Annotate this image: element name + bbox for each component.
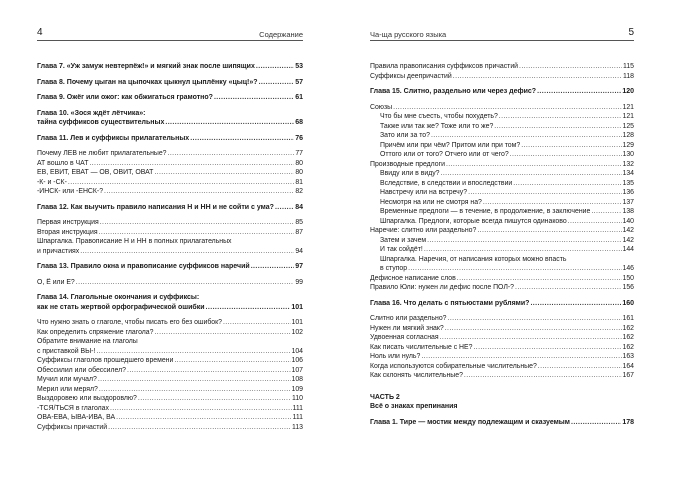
- left-page: [37, 0, 303, 480]
- toc-chapter[interactable]: как не стать жертвой орфографической ошибки ..... 101: [37, 303, 303, 313]
- toc-entry[interactable]: Обессилил или обессилел? ..... 107: [37, 366, 303, 376]
- toc-entry[interactable]: ОВА-ЕВА, ЫВА-ИВА, ВА ..... 111: [37, 413, 303, 423]
- toc-subentry[interactable]: в ступор ..... 146: [370, 264, 634, 274]
- toc-entry[interactable]: О, Ё или Е? ..... 99: [37, 278, 303, 288]
- toc-subentry[interactable]: Оттого или от того? Отчего или от чего? ..... 130: [370, 150, 634, 160]
- toc-chapter[interactable]: Глава 12. Как выучить правило написания Н и НН и не сойти с ума? ..... 84: [37, 203, 303, 213]
- toc-chapter[interactable]: Глава 8. Почему цыган на цыпочках цыкнул цыплёнку «цыц!»? ..... 57: [37, 78, 303, 88]
- toc-entry[interactable]: Как определить спряжение глагола? ..... 102: [37, 328, 303, 338]
- toc-chapter[interactable]: Глава 13. Правило окна и правописание суффиксов наречий ..... 97: [37, 262, 303, 272]
- toc-subentry[interactable]: Затем и зачем ..... 142: [370, 236, 634, 246]
- toc-subentry[interactable]: Что бы мне съесть, чтобы похудеть? ..... 121: [370, 112, 634, 122]
- toc-entry[interactable]: Слитно или раздельно? ..... 161: [370, 314, 634, 324]
- toc-left: [37, 62, 303, 432]
- toc-entry[interactable]: Суффиксы причастий ..... 113: [37, 423, 303, 433]
- toc-subentry-line1: Шпаргалка. Наречия, от написания которых можно впасть: [380, 255, 567, 263]
- toc-entry-line1: Шпаргалка. Правописание Н и НН в полных прилагательных: [37, 238, 232, 245]
- toc-entry-line1: Обратите внимание на глаголы: [37, 338, 138, 345]
- toc-subentry[interactable]: Шпаргалка. Предлоги, которые всегда пишутся одинаково ..... 140: [370, 217, 634, 227]
- toc-entry[interactable]: АТ вошло в ЧАТ ..... 80: [37, 159, 303, 169]
- toc-chapter[interactable]: Глава 9. Ожёг или ожог: как обжигаться грамотно? ..... 61: [37, 93, 303, 103]
- toc-chapter[interactable]: Глава 11. Лев и суффиксы прилагательных ..... 76: [37, 134, 303, 144]
- toc-entry[interactable]: Союзы ..... 121: [370, 103, 634, 113]
- page-number: 4: [37, 27, 43, 38]
- toc-chapter[interactable]: Глава 1. Тире — мостик между подлежащим и сказуемым ..... 178: [370, 418, 634, 428]
- toc-chapter-line1: Глава 14. Глагольные окончания и суффиксы:: [37, 294, 200, 301]
- toc-entry[interactable]: Дефисное написание слов ..... 150: [370, 274, 634, 284]
- toc-entry[interactable]: Вторая инструкция ..... 87: [37, 228, 303, 238]
- toc-chapter-line1: Глава 10. «Зося ждёт лётчика»:: [37, 109, 146, 117]
- toc-subentry[interactable]: Несмотря на или не смотря на? ..... 137: [370, 198, 634, 208]
- right-page: [370, 0, 634, 480]
- toc-chapter[interactable]: тайна суффиксов существительных ..... 68: [37, 118, 303, 128]
- toc-entry[interactable]: Как склонять числительные? ..... 167: [370, 371, 634, 381]
- part-label: ЧАСТЬ 2: [370, 393, 400, 401]
- toc-entry[interactable]: Суффиксы глаголов прошедшего времени ..... 106: [37, 356, 303, 366]
- toc-entry[interactable]: Правило Юли: нужен ли дефис после ПОЛ-? ..... 156: [370, 283, 634, 293]
- running-head-title: Ча-ща русского языка: [370, 30, 447, 39]
- toc-chapter[interactable]: Глава 7. «Уж замуж невтерпёж!» и мягкий знак после шипящих ..... 53: [37, 62, 303, 72]
- running-head-right: [370, 29, 634, 41]
- toc-subentry[interactable]: Зато или за то? ..... 128: [370, 131, 634, 141]
- toc-entry[interactable]: Суффиксы деепричастий ..... 118: [370, 72, 634, 82]
- toc-entry[interactable]: Мерил или мерял? ..... 109: [37, 385, 303, 395]
- toc-entry[interactable]: Как писать числительные с НЕ? ..... 162: [370, 343, 634, 353]
- toc-subentry[interactable]: Также или так же? Тоже или то же? ..... 125: [370, 122, 634, 132]
- toc-entry[interactable]: Выздоровею или выздоровлю? ..... 110: [37, 394, 303, 404]
- toc-subentry[interactable]: Ввиду или в виду? ..... 134: [370, 169, 634, 179]
- toc-subentry[interactable]: Причём или при чём? Притом или при том? ..... 129: [370, 141, 634, 151]
- toc-entry[interactable]: Наречие: слитно или раздельно? ..... 142: [370, 226, 634, 236]
- running-head-left: [37, 29, 303, 41]
- toc-entry[interactable]: Почему ЛЕВ не любит прилагательные? ..... 77: [37, 149, 303, 159]
- toc-entry[interactable]: -ИНСК- или -ЕНСК-? ..... 82: [37, 187, 303, 197]
- part-title: Всё о знаках препинания: [370, 403, 458, 410]
- toc-subentry[interactable]: Временные предлоги — в течение, в продолжение, в заключение ..... 138: [370, 207, 634, 217]
- toc-right: [370, 62, 634, 427]
- toc-entry[interactable]: Мучил или мучал? ..... 108: [37, 375, 303, 385]
- toc-entry[interactable]: Первая инструкция ..... 85: [37, 218, 303, 228]
- running-head-title: Содержание: [259, 30, 303, 39]
- toc-entry[interactable]: ЕВ, ЕВИТ, ЕВАТ — ОВ, ОВИТ, ОВАТ ..... 80: [37, 168, 303, 178]
- page-number: 5: [628, 27, 634, 38]
- toc-entry[interactable]: Что нужно знать о глаголе, чтобы писать его без ошибок? ..... 101: [37, 318, 303, 328]
- toc-subentry[interactable]: И так сойдёт! ..... 144: [370, 245, 634, 255]
- toc-entry[interactable]: -ТСЯ/ТЬСЯ в глаголах ..... 111: [37, 404, 303, 414]
- toc-entry[interactable]: Нужен ли мягкий знак? ..... 162: [370, 324, 634, 334]
- toc-subentry[interactable]: Вследствие, в следствии и впоследствии ..... 135: [370, 179, 634, 189]
- toc-chapter[interactable]: Глава 16. Что делать с пятьюстами рублями? ..... 160: [370, 299, 634, 309]
- toc-entry[interactable]: Правила правописания суффиксов причастий ..... 115: [370, 62, 634, 72]
- toc-chapter[interactable]: Глава 15. Слитно, раздельно или через дефис? ..... 120: [370, 87, 634, 97]
- toc-entry[interactable]: с приставкой ВЫ-! ..... 104: [37, 347, 303, 357]
- toc-entry[interactable]: -К- и -СК- ..... 81: [37, 178, 303, 188]
- toc-entry[interactable]: Удвоенная согласная ..... 162: [370, 333, 634, 343]
- toc-subentry[interactable]: Навстречу или на встречу? ..... 136: [370, 188, 634, 198]
- toc-entry[interactable]: Когда используются собирательные числительные? ..... 164: [370, 362, 634, 372]
- toc-entry[interactable]: и причастиях ..... 94: [37, 247, 303, 257]
- toc-entry[interactable]: Ноль или нуль? ..... 163: [370, 352, 634, 362]
- toc-entry[interactable]: Производные предлоги ..... 132: [370, 160, 634, 170]
